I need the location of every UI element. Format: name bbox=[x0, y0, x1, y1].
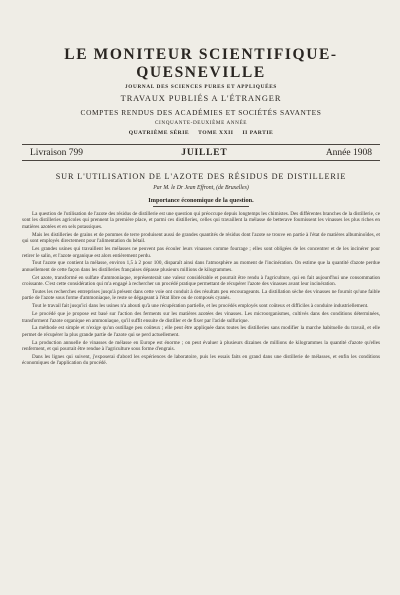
masthead-title: LE MONITEUR SCIENTIFIQUE-QUESNEVILLE bbox=[64, 46, 338, 81]
issue-bar bbox=[22, 144, 380, 161]
issue-year: Année 1908 bbox=[325, 147, 372, 158]
article-body bbox=[22, 211, 380, 367]
paragraph: Tout l'azote que contient la mélasse, environ 1,5 à 2 pour 100, disparaît ainsi dans l'atmosphère au moment de l'incinération. On estime que la quantité d'azote perdue annuellement de cette façon dans les distilleries françaises dépasse plusieurs millions de kilogrammes. bbox=[22, 260, 380, 273]
paragraph: La production annuelle de vinasses de mélasse en Europe est énorme ; on peut évaluer à plusieurs dizaines de millions de kilogrammes la quantité d'azote qu'elles renferment, et qui pourrait être rendue à l'agriculture sous forme d'engrais. bbox=[22, 339, 380, 353]
paragraph: Les grandes usines qui travaillent les mélasses ne peuvent pas écouler leurs vinasses comme fourrage ; elles sont obligées de les concentrer et de les incinérer pour retirer le salin, et l'azote organique est alors entièrement perdu. bbox=[22, 246, 380, 259]
journal-subtitle: JOURNAL DES SCIENCES PURES ET APPLIQUÉES bbox=[124, 84, 277, 90]
section-underline bbox=[153, 206, 249, 207]
series-label: QUATRIÈME SÉRIE bbox=[128, 130, 190, 136]
article-title: SUR L'UTILISATION DE L'AZOTE DES RÉSIDUS DE DISTILLERIE bbox=[55, 172, 347, 181]
paragraph: Mais les distilleries de grains et de pommes de terre produisent aussi de grandes quantités de résidus dont l'azote se trouve en partie à l'état de matières albuminoïdes, et qui sont employés directement pour l'alimentation du bétail. bbox=[22, 231, 380, 245]
partie-label: II PARTIE bbox=[242, 130, 274, 136]
paragraph: Le procédé que je propose est basé sur l'action des ferments sur les matières azotées des vinasses. Les microorganismes, cultivés dans des conditions déterminées, transforment l'azote organique en ammoniaque, qu'il suffit ensuite de distiller et de fixer par l'acide sulfurique. bbox=[22, 311, 380, 324]
paragraph: La méthode est simple et n'exige qu'un outillage peu coûteux ; elle peut être appliquée dans toutes les distilleries sans modifier la marche habituelle du travail, et elle permet de récupérer la plus grande partie de l'azote qui se perd actuellement. bbox=[22, 325, 380, 338]
paragraph: La question de l'utilisation de l'azote des résidus de distillerie est une question qui préoccupe depuis longtemps les chimistes. Des différentes branches de la distillerie, ce sont les distilleries agricoles qui prennent la première place, et parmi ces distilleries, celles qui travaillent la mélasse de betterave fournissent les vinasses les plus riches en matières azotées et en sels potassiques. bbox=[22, 211, 380, 230]
paragraph: Dans les lignes qui suivent, j'exposerai d'abord les expériences de laboratoire, puis les essais faits en grand dans une distillerie de mélasses, et enfin les conditions économiques de l'application du procédé. bbox=[22, 353, 380, 367]
paragraph: Toutes les recherches entreprises jusqu'à présent dans cette voie ont conduit à des résultats peu encourageants. La distillation sèche des vinasses ne fournit qu'une faible partie de l'azote sous forme d'ammoniaque, le reste se dégageant à l'état libre ou de composés cyanés. bbox=[22, 288, 380, 302]
article-author: Par M. le Dr Jean Effront, (de Bruxelles) bbox=[153, 185, 249, 191]
series-line bbox=[22, 130, 380, 137]
year-count-line: CINQUANTE-DEUXIÈME ANNÉE bbox=[154, 120, 248, 126]
paragraph: Cet azote, transformé en sulfate d'ammoniaque, représenterait une valeur considérable et pourrait être rendu à l'agriculture, qui en fait aujourd'hui une consommation croissante. C'est cette considération qui m'a engagé à rechercher un procédé pratique permettant de récupérer l'azote des vinasses avant leur incinération. bbox=[22, 274, 380, 288]
travaux-line: TRAVAUX PUBLIÉS A L'ÉTRANGER bbox=[120, 94, 282, 103]
comptes-rendus-line: COMPTES RENDUS DES ACADÉMIES ET SOCIÉTÉS SAVANTES bbox=[80, 108, 322, 117]
section-heading: Importance économique de la question. bbox=[148, 197, 254, 204]
issue-month: JUILLET bbox=[181, 147, 228, 158]
paragraph: Tout le travail fait jusqu'ici dans les usines n'a abouti qu'à une récupération partielle, et les procédés employés sont coûteux et difficiles à conduire industriellement. bbox=[32, 303, 369, 310]
issue-number: Livraison 799 bbox=[30, 147, 84, 158]
tome-label: TOME XXII bbox=[198, 130, 234, 136]
